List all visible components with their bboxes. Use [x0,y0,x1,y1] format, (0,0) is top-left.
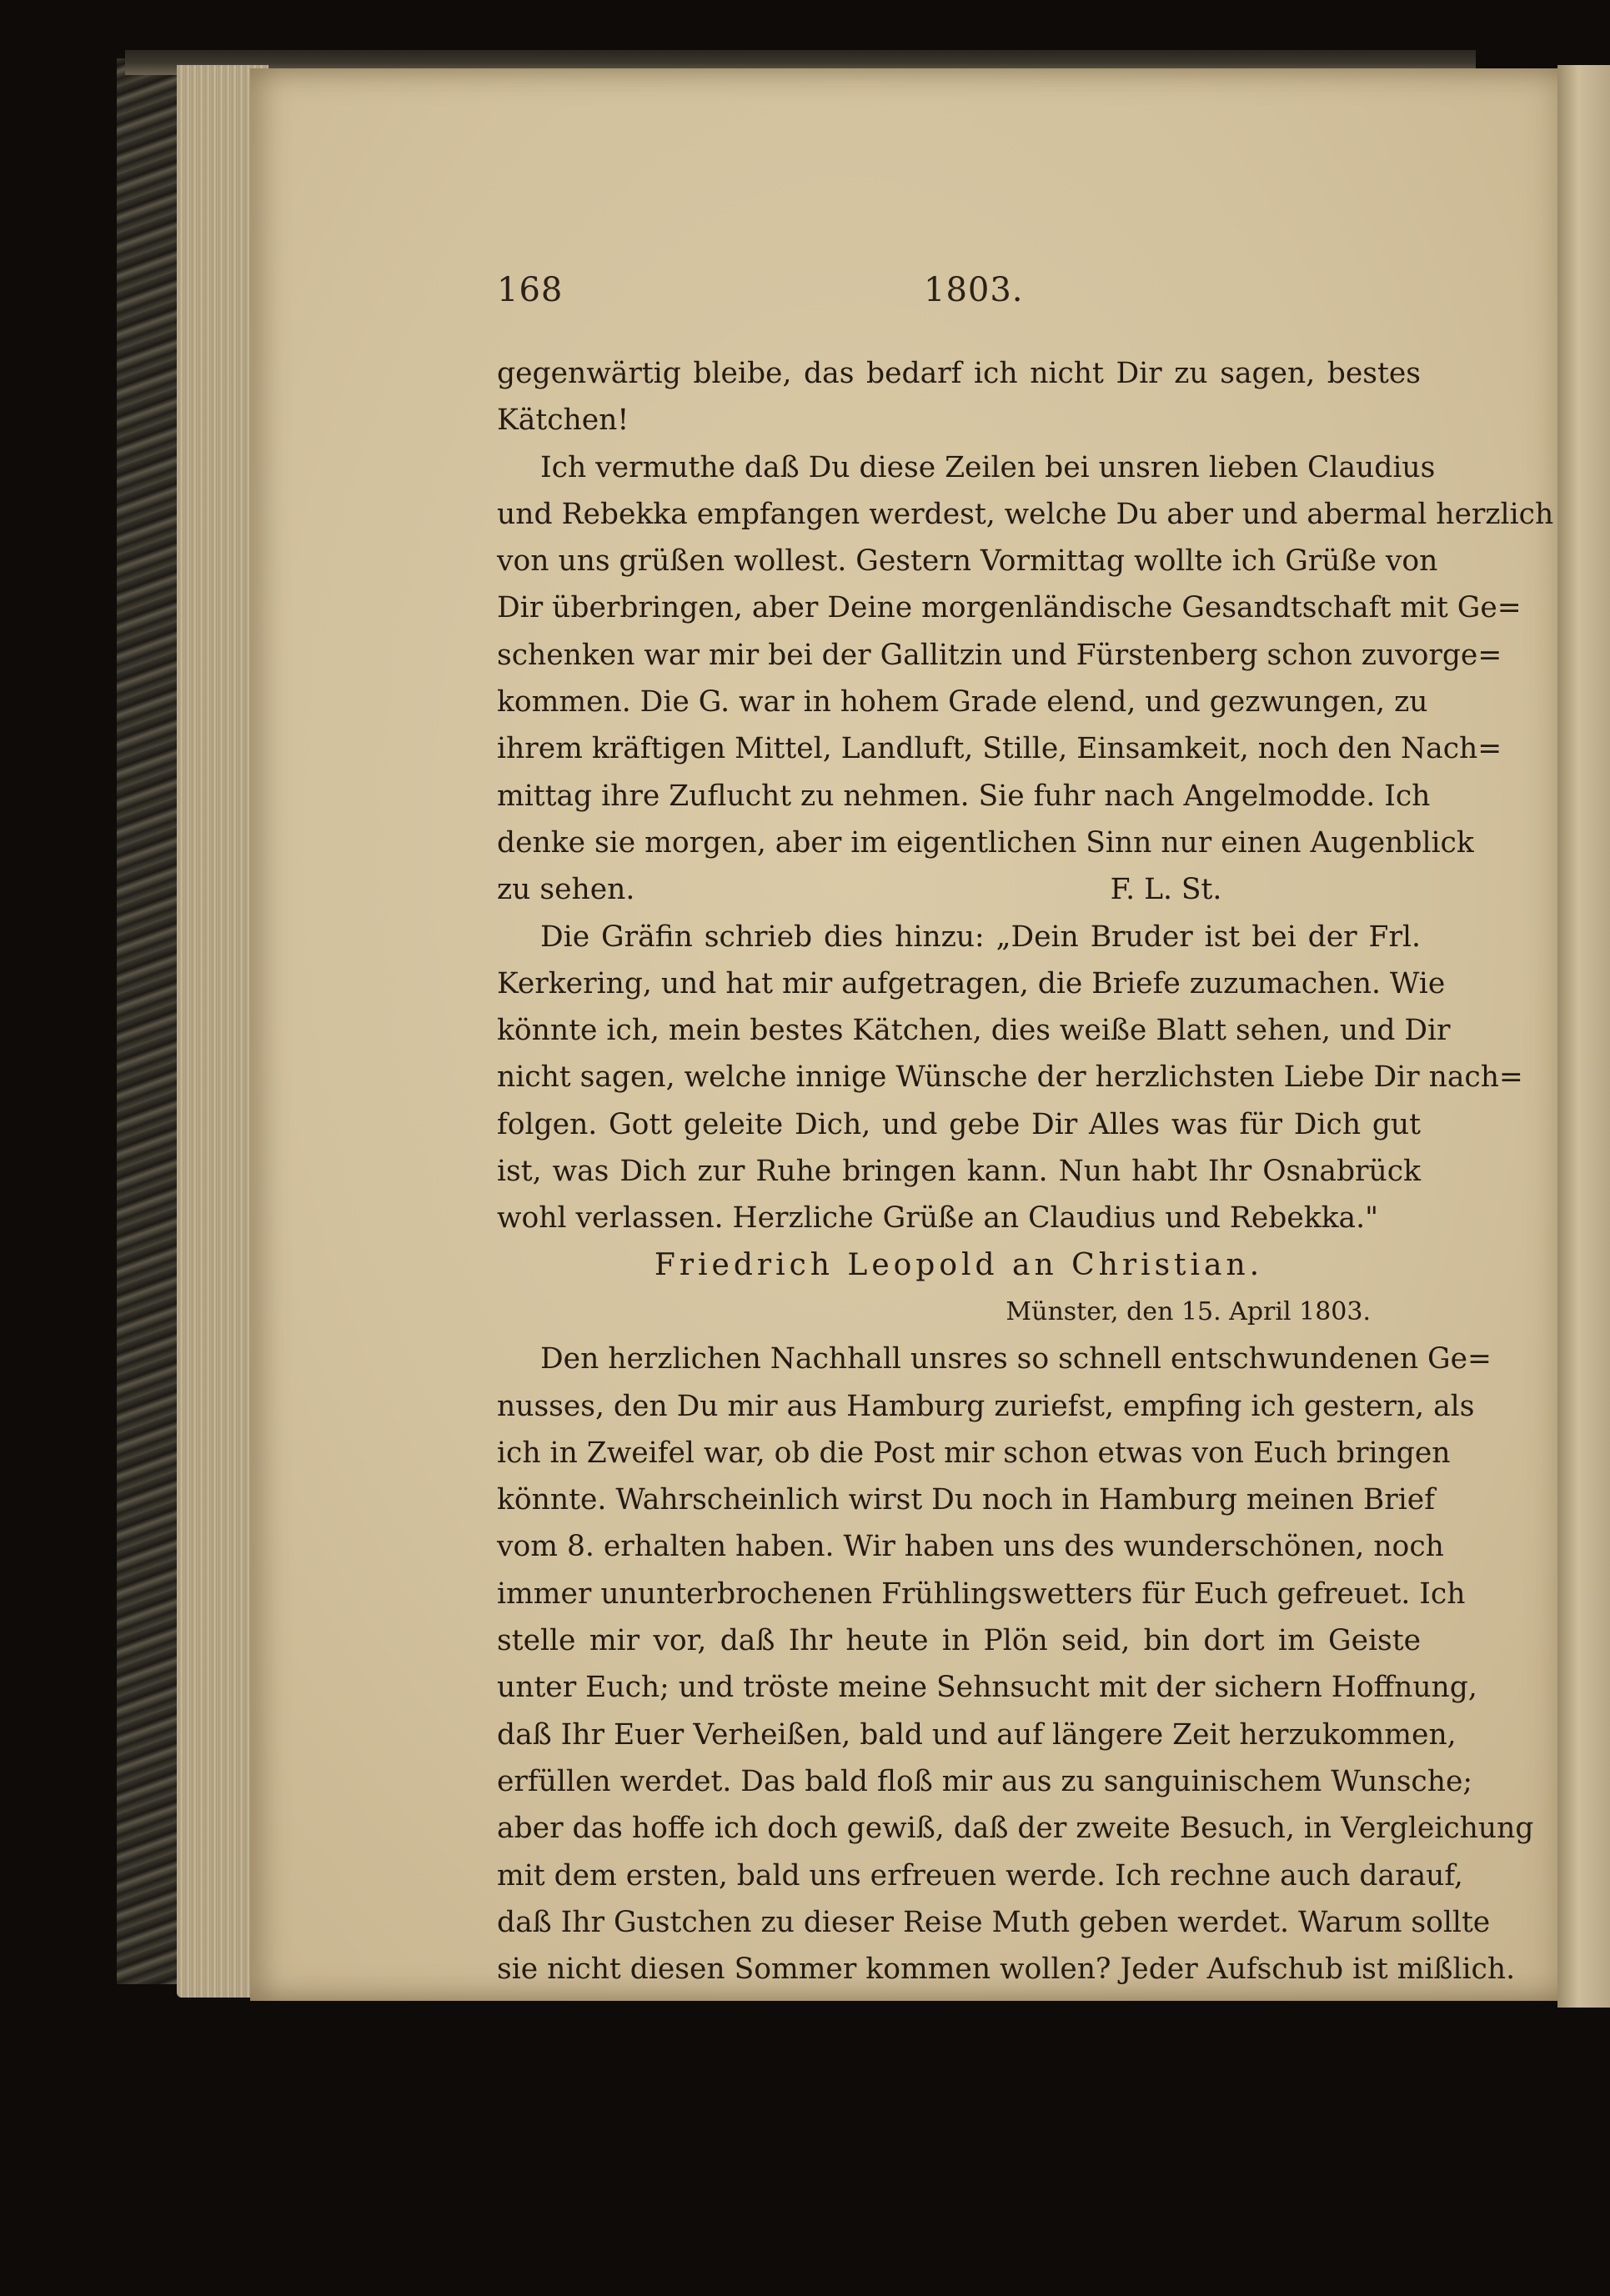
text-line: könnte. Wahrscheinlich wirst Du noch in Hamburg meinen Brief [497,1483,1435,1517]
text-line: denke sie morgen, aber im eigentlichen Sinn nur einen Augenblick [497,825,1474,860]
text-line: daß Ihr Gustchen zu dieser Reise Muth geben werdet. Warum sollte [497,1905,1491,1939]
text-line: kommen. Die G. war in hohem Grade elend, und gezwungen, zu [497,685,1428,719]
text-line: und Rebekka empfangen werdest, welche Du aber und abermal herzlich [497,497,1554,531]
text-line: nusses, den Du mir aus Hamburg zuriefst, empfing ich gestern, als [497,1389,1475,1423]
text-line: könnte ich, mein bestes Kätchen, dies weiße Blatt sehen, und Dir [497,1014,1451,1048]
text-line: zu sehen. F. L. St. [497,873,1222,907]
text-line: ist, was Dich zur Ruhe bringen kann. Nun habt Ihr Osnabrück [497,1155,1421,1189]
text-line: schenken war mir bei der Gallitzin und Fürstenberg schon zuvorge= [497,638,1502,672]
text-line: von uns grüßen wollest. Gestern Vormittag wollte ich Grüße von [497,544,1438,579]
text-line: erfüllen werdet. Das bald floß mir aus zu sanguinischem Wunsche; [497,1764,1472,1798]
text-line: immer ununterbrochenen Frühlingswetters für Euch gefreuet. Ich [497,1577,1466,1611]
text-line: nicht sagen, welche innige Wünsche der herzlichsten Liebe Dir nach= [497,1060,1523,1095]
text-line: vom 8. erhalten haben. Wir haben uns des wunderschönen, noch [497,1530,1444,1564]
text-line: ihrem kräftigen Mittel, Landluft, Stille, Einsamkeit, noch den Nach= [497,732,1502,766]
text-line: aber das hoffe ich doch gewiß, daß der zweite Besuch, in Vergleichung [497,1812,1534,1846]
text-line: stelle mir vor, daß Ihr heute in Plön seid, bin dort im Geiste [497,1624,1421,1658]
text-line: unter Euch; und tröste meine Sehnsucht mit der sichern Hoffnung, [497,1671,1477,1705]
text-line: ich in Zweifel war, ob die Post mir schon etwas von Euch bringen [497,1436,1451,1470]
text-line: gegenwärtig bleibe, das bedarf ich nicht Dir zu sagen, bestes [497,357,1421,390]
text-line: Den herzlichen Nachhall unsres so schnell entschwundenen Ge= [540,1342,1492,1376]
text-line: daß Ihr Euer Verheißen, bald und auf längere Zeit herzukommen, [497,1717,1457,1752]
next-page-edge [1557,65,1610,2008]
running-header-year: 1803. [924,271,1024,309]
text-line: Friedrich Leopold an Christian. [654,1247,1264,1282]
text-line: sie nicht diesen Sommer kommen wollen? Jeder Aufschub ist mißlich. [497,1953,1516,1987]
text-line: folgen. Gott geleite Dich, und gebe Dir Alles was für Dich gut [497,1107,1421,1141]
text-line: Dir überbringen, aber Deine morgenländische Gesandtschaft mit Ge= [497,591,1522,625]
text-line: Ich vermuthe daß Du diese Zeilen bei unsren lieben Claudius [540,450,1436,484]
text-line: wohl verlassen. Herzliche Grüße an Claudius und Rebekka." [497,1201,1378,1236]
text-line: Kätchen! [497,404,629,438]
page-number: 168 [497,271,564,309]
text-line: Münster, den 15. April 1803. [1006,1296,1371,1326]
body-text [497,350,1554,1993]
text-line: mit dem ersten, bald uns erfreuen werde. Ich rechne auch darauf, [497,1858,1463,1892]
text-line: mittag ihre Zuflucht zu nehmen. Sie fuhr nach Angelmodde. Ich [497,779,1431,813]
text-line: Kerkering, und hat mir aufgetragen, die Briefe zuzumachen. Wie [497,966,1446,1000]
text-line: Die Gräfin schrieb dies hinzu: „Dein Bruder ist bei der Frl. [540,920,1421,954]
